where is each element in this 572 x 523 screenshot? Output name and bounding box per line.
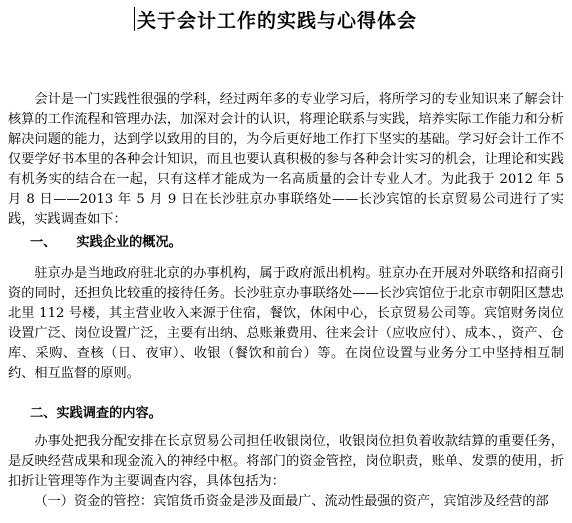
section1-paragraph: 驻京办是当地政府驻北京的办事机构，属于政府派出机构。驻京办在开展对外联络和招商引资的同时，还担负比较重的接待任务。长沙驻京办事联络处——长沙宾馆位于北京市朝阳区慧忠北里 112 号楼，其主营业收入来源于住宿，餐饮，休闲中心，长京贸易公司等。宾馆财务岗位设置广泛、岗位设置广泛，主要有出纳、总账兼费用、往来会计（应收应付）、成本、，资产、仓库、采购、查核（日、夜审）、收银（餐饮和前台）等。在岗位设置与业务分工中坚持相互制约、相互监督的原则。 [8,266,564,381]
section1-block [8,264,564,384]
section2-paragraph: 办事处把我分配安排在长京贸易公司担任收银岗位，收银岗位担负着收款结算的重要任务，是反映经营成果和现金流入的神经中枢。将部门的资金管控，岗位职责，账单、发票的使用，折扣折让管理等作为主要调查内容，具体包括为： [8,434,564,489]
section2-block [8,432,564,512]
document-title: 关于会计工作的实践与心得体会 [137,9,418,32]
section1-title: 实践企业的概况。 [76,235,182,250]
section2-number: 二、 [30,406,57,421]
intro-paragraph: 会计是一门实践性很强的学科，经过两年多的专业学习后，将所学习的专业知识来了解会计核算的工作流程和管理办法，加深对会计的认识，将理论联系与实践，培养实际工作能力和分析解决问题的能力，达到学以致用的目的，为今后更好地工作打下坚实的基础。学习好会计工作不仅要学好书本里的各种会计知识，而且也要认真积极的参与各种会计实习的机会，让理论和实践有机务实的结合在一起，只有这样才能成为一名高质量的会计专业人才。为此我于 2012 年 5 月 8 日——2013 年 5 月 9 日在长沙驻京办事联络处——长沙宾馆的长京贸易公司进行了实践，实践调查如下： [8,92,564,227]
section2-item1: （一）资金的管控：宾馆货币资金是涉及面最广、流动性最强的资产，宾馆涉及经营的部 [34,494,549,509]
title-row [134,6,417,32]
text-cursor [134,7,135,31]
section2-title: 实践调查的内容。 [56,406,162,421]
section1-heading [30,231,182,250]
section1-number: 一、 [30,235,57,250]
section2-heading [30,402,162,421]
intro-block [8,90,564,230]
